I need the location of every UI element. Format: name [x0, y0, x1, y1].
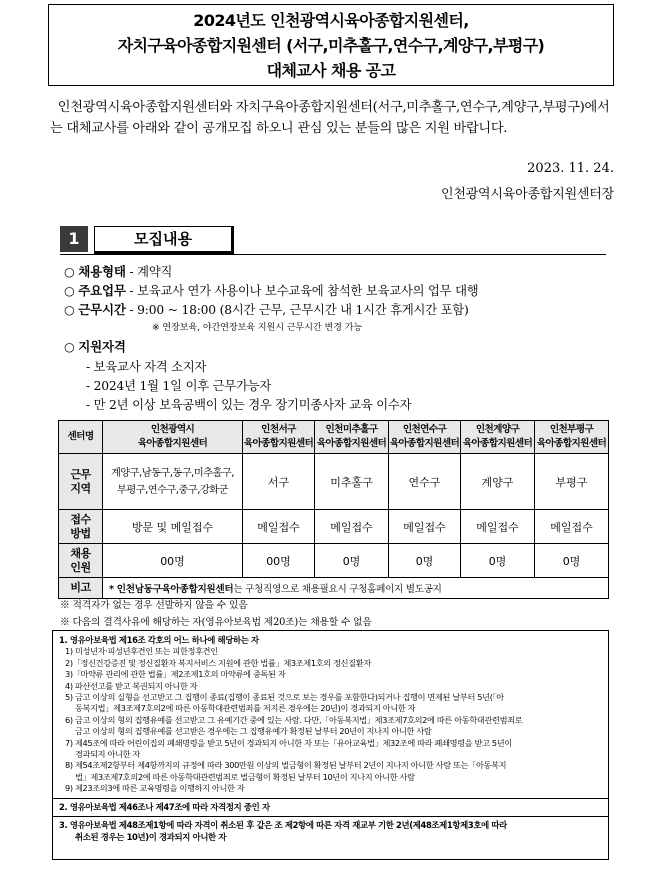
footnote: ※ 다음의 결격사유에 해당하는 자(영유아보육법 제20조)는 채용할 수 없음	[60, 617, 372, 628]
table-cell: 0명	[535, 544, 609, 578]
section-number: 1	[60, 226, 88, 252]
table-cell: 0명	[461, 544, 535, 578]
law-item: 법」제3조제7호의2에 따른 아동학대관련범죄로 벌금형이 확정된 날부터 10년이 지나지 아니한 사람	[75, 771, 415, 782]
footnote: ※ 적격자가 없는 경우 선발하지 않을 수 있음	[60, 600, 248, 611]
row-label: 접수 방법	[59, 510, 103, 544]
law-divider	[53, 816, 608, 817]
table-cell: 00명	[243, 544, 315, 578]
law-item: 5) 금고 이상의 실형을 선고받고 그 집행이 종료(집행이 종료된 것으로 보는 경우를 포함한다)되거나 집행이 면제된 날부터 5년(「아	[65, 692, 504, 703]
qualification-heading: ○ 지원자격	[64, 339, 126, 354]
title-line-3: 대체교사 채용 공고	[266, 61, 396, 80]
law-heading: 2. 영유아보육법 제46조나 제47조에 따라 자격정지 중인 자	[59, 801, 270, 812]
table-cell: 계양구,남동구,동구,미추홀구, 부평구,연수구,중구,강화군	[103, 454, 243, 510]
table-row-apply	[59, 510, 609, 544]
law-item: 8) 제54조제2항부터 제4항까지의 규정에 따라 300만원 이상의 벌금형이 확정된 날부터 2년이 지나지 아니한 사람 또는「아동복지	[65, 760, 507, 771]
table-corner: 센터명	[59, 421, 103, 454]
table-cell: 연수구	[389, 454, 461, 510]
center-name: 인천서구 육아종합지원센터	[243, 421, 315, 454]
law-item: 7) 제45조에 따라 어린이집의 폐쇄명령을 받고 5년이 경과되지 아니한 자 또는「유아교육법」제32조에 따라 폐쇄명령을 받고 5년이	[65, 737, 512, 748]
issuing-org: 인천광역시육아종합지원센터장	[440, 187, 614, 202]
law-heading: 3. 영유아보육법 제48조제1항에 따라 자격이 취소된 후 같은 조 제2항에 따른 자격 재교부 기한 2년(제48조제1항제3호에 따라	[59, 820, 507, 831]
section-divider	[60, 254, 606, 255]
law-item: 6) 금고 이상의 형의 집행유예를 선고받고 그 유예기간 중에 있는 사람. 다만,「아동복지법」제3조제7호의2에 따른 아동학대관련범죄로	[65, 714, 523, 725]
title-line-2: 자치구육아종합지원센터 (서구,미추홀구,연수구,계양구,부평구)	[117, 36, 545, 55]
table-cell: 메일접수	[461, 510, 535, 544]
table-cell: 미추홀구	[315, 454, 389, 510]
table-cell: 계양구	[461, 454, 535, 510]
law-item: 2)「정신건강증진 및 정신질환자 복지서비스 지원에 관한 법률」제3조제1호의 정신질환자	[65, 657, 371, 668]
center-name: 인천연수구 육아종합지원센터	[389, 421, 461, 454]
main-duty: ○ 주요업무 - 보육교사 연가 사용이나 보수교육에 참석한 보육교사의 업무 대행	[64, 283, 479, 298]
law-item: 금고 이상의 형의 집행유예를 선고받은 경우에는 그 집행유예가 확정된 날부터 20년이 지나지 아니한 사람	[75, 726, 432, 737]
law-heading: 취소된 경우는 10년)이 경과되지 아니한 자	[75, 831, 227, 842]
table-cell: 0명	[315, 544, 389, 578]
row-label: 채용 인원	[59, 544, 103, 578]
table-cell: 메일접수	[389, 510, 461, 544]
remark-cell: * 인천남동구육아종합지원센터는 구청직영으로 채용필요시 구청홈페이지 별도공지	[103, 578, 609, 599]
title-box	[48, 4, 614, 86]
law-item: 1) 미성년자·피성년후견인 또는 피한정후견인	[65, 646, 218, 657]
table-cell: 방문 및 메일접수	[103, 510, 243, 544]
table-row-hire	[59, 544, 609, 578]
law-heading: 1. 영유아보육법 제16조 각호의 어느 하나에 해당하는 자	[59, 635, 259, 645]
table-cell: 부평구	[535, 454, 609, 510]
qualification-item: - 보육교사 자격 소지자	[86, 360, 207, 374]
law-divider	[53, 798, 608, 799]
recruitment-table	[58, 420, 609, 599]
table-header-row	[59, 421, 609, 454]
row-label: 근무 지역	[59, 454, 103, 510]
table-cell: 메일접수	[535, 510, 609, 544]
disqualification-box	[52, 630, 609, 860]
law-item: 3)「마약류 관리에 관한 법률」제2조제1호의 마약류에 중독된 자	[65, 669, 286, 680]
table-cell: 서구	[243, 454, 315, 510]
notice-date: 2023. 11. 24.	[527, 161, 614, 176]
center-name: 인천부평구 육아종합지원센터	[535, 421, 609, 454]
law-item: 동복지법」제3조제7호의2에 따른 아동학대관련범죄를 저지른 경우에는 20년)이 경과되지 아니한 자	[75, 703, 416, 714]
table-row-remark	[59, 578, 609, 599]
section-title: 모집내용	[94, 226, 234, 254]
law-item: 9) 제23조의3에 따른 교육명령을 이행하지 아니한 자	[65, 783, 245, 794]
intro-text: 인천광역시육아종합지원센터와 자치구육아종합지원센터(서구,미추홀구,연수구,계양구,부평구)에서는 대체교사를 아래와 같이 공개모집 하오니 관심 있는 분들의 많은 지원 바랍니다.	[50, 100, 610, 136]
center-name: 인천계양구 육아종합지원센터	[461, 421, 535, 454]
qualification-item: - 만 2년 이상 보육공백이 있는 경우 장기미종사자 교육 이수자	[86, 398, 412, 412]
law-item: 경과되지 아니한 자	[75, 749, 140, 760]
employment-type: ○ 채용형태 - 계약직	[64, 264, 173, 279]
row-label: 비고	[59, 578, 103, 599]
table-cell: 0명	[389, 544, 461, 578]
law-item: 4) 파산선고를 받고 복권되지 아니한 자	[65, 680, 198, 691]
work-hours-note: ※ 연장보육, 야간연장보육 지원시 근무시간 변경 가능	[152, 323, 363, 333]
table-cell: 00명	[103, 544, 243, 578]
title-line-1: 2024년도 인천광역시육아종합지원센터,	[193, 11, 469, 30]
qualification-item: - 2024년 1월 1일 이후 근무가능자	[86, 379, 272, 393]
table-cell: 메일접수	[315, 510, 389, 544]
center-name: 인천광역시 육아종합지원센터	[103, 421, 243, 454]
table-cell: 메일접수	[243, 510, 315, 544]
work-hours: ○ 근무시간 - 9:00 ~ 18:00 (8시간 근무, 근무시간 내 1시간 휴게시간 포함)	[64, 302, 469, 317]
table-row-area	[59, 454, 609, 510]
center-name: 인천미추홀구 육아종합지원센터	[315, 421, 389, 454]
